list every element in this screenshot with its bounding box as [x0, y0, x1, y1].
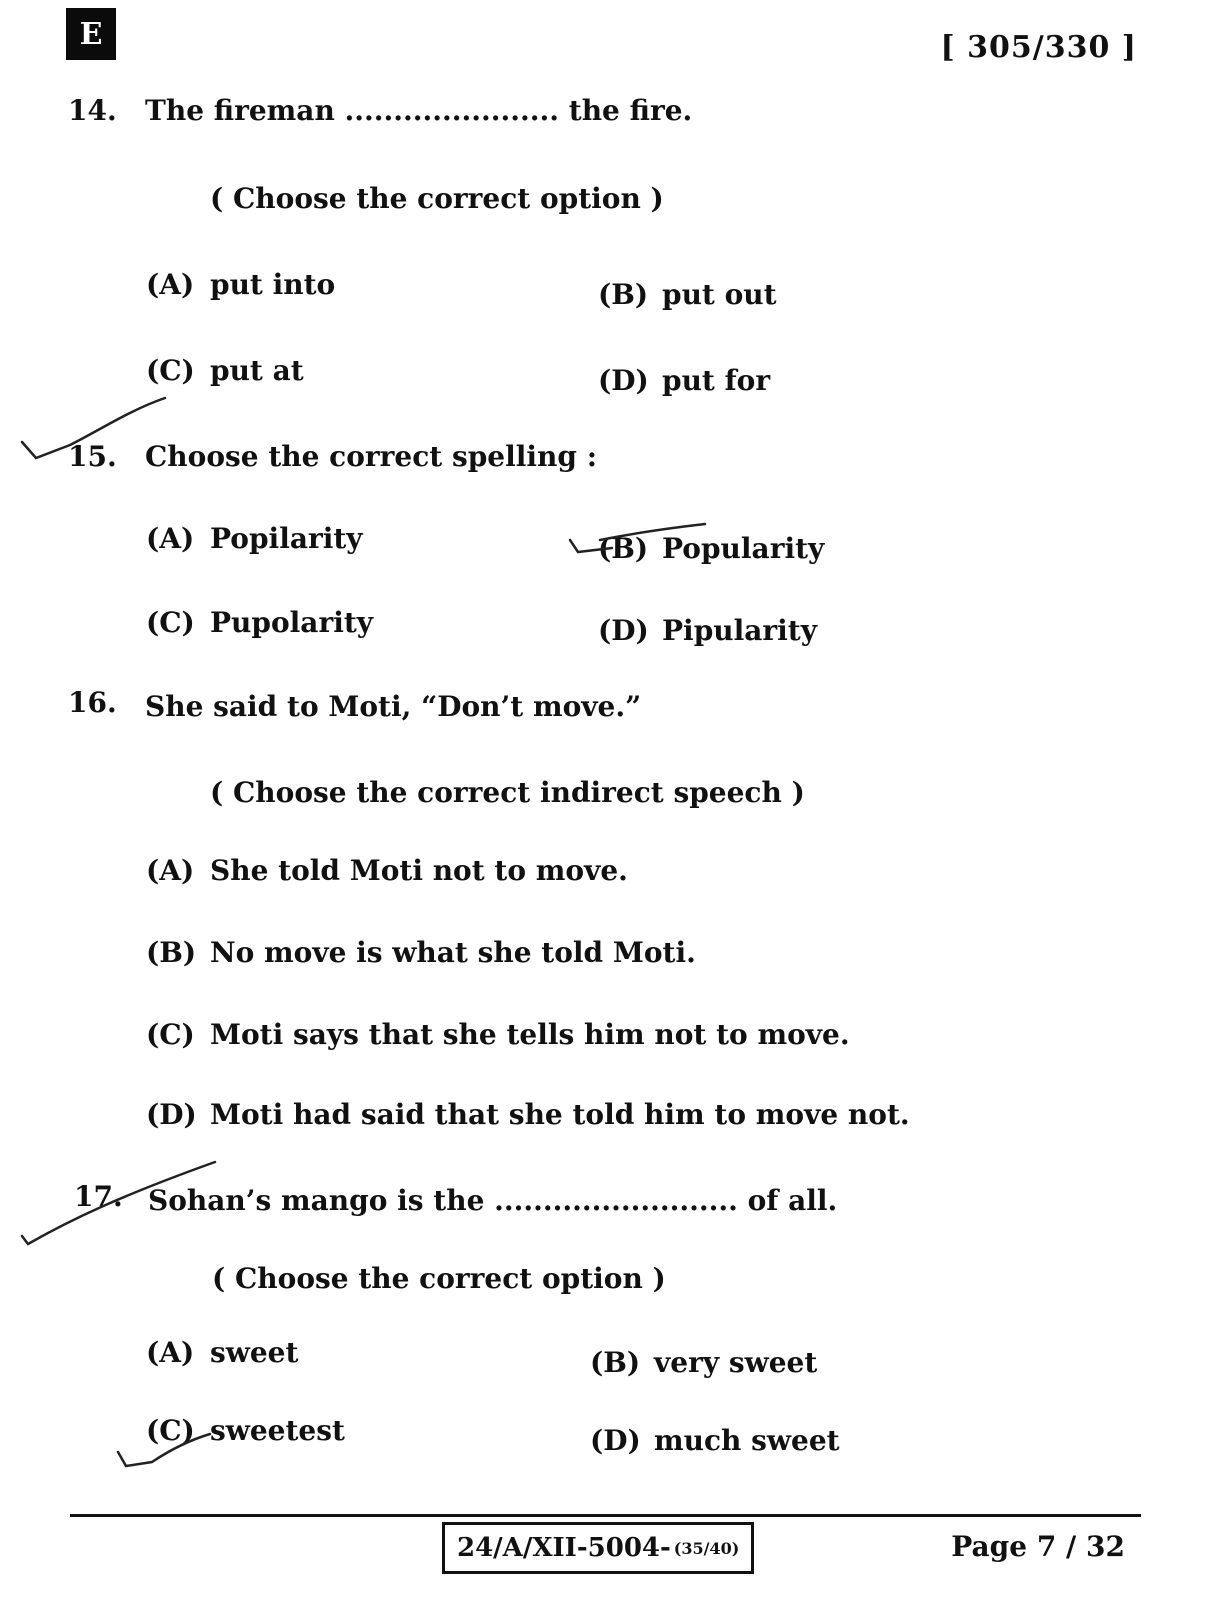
question-17-number: 17.: [74, 1180, 123, 1213]
question-16-option-d: [146, 1098, 910, 1131]
footer-rule: [70, 1514, 1141, 1517]
option-label: (B): [598, 278, 649, 311]
question-16-option-b: [146, 936, 696, 969]
booklet-code-sub: (35/40): [673, 1538, 740, 1558]
question-15-option-d: [598, 614, 817, 647]
option-label: (B): [146, 936, 197, 969]
option-text: sweet: [210, 1336, 299, 1369]
question-14-option-a: [146, 268, 335, 301]
question-15-option-a: [146, 522, 363, 555]
question-15-number: 15.: [68, 440, 117, 473]
set-badge: E: [66, 8, 116, 60]
option-text: put at: [210, 354, 304, 387]
option-text: Popularity: [662, 532, 825, 565]
question-16-option-a: [146, 854, 628, 887]
option-label: (C): [146, 606, 195, 639]
option-label: (C): [146, 1414, 195, 1447]
page-number: Page 7 / 32: [951, 1530, 1125, 1563]
option-text: She told Moti not to move.: [210, 854, 628, 887]
question-14-option-b: [598, 278, 777, 311]
option-text: very sweet: [654, 1346, 818, 1379]
option-label: (D): [590, 1424, 641, 1457]
question-17-option-d: [590, 1424, 840, 1457]
question-17-option-a: [146, 1336, 298, 1369]
question-14-text: The fireman ...................... the fire.: [145, 94, 693, 127]
option-label: (C): [146, 1018, 195, 1051]
option-label: (D): [146, 1098, 197, 1131]
option-text: much sweet: [654, 1424, 840, 1457]
paper-code: [ 305/330 ]: [940, 30, 1137, 65]
question-15-option-c: [146, 606, 373, 639]
option-text: Pipularity: [662, 614, 817, 647]
option-text: Moti says that she tells him not to move.: [210, 1018, 850, 1051]
question-17-instruction: ( Choose the correct option ): [212, 1262, 666, 1295]
question-14-option-d: [598, 364, 770, 397]
question-15-option-b: [598, 532, 824, 565]
option-text: put for: [662, 364, 771, 397]
option-label: (A): [146, 1336, 195, 1369]
option-label: (A): [146, 854, 195, 887]
option-text: No move is what she told Moti.: [210, 936, 696, 969]
option-text: put out: [662, 278, 777, 311]
booklet-code-main: 24/A/XII-5004-: [457, 1533, 671, 1563]
question-14-option-c: [146, 354, 304, 387]
question-14-instruction: ( Choose the correct option ): [210, 182, 664, 215]
option-text: Popilarity: [210, 522, 363, 555]
option-label: (D): [598, 364, 649, 397]
option-label: (B): [598, 532, 649, 565]
question-16-instruction: ( Choose the correct indirect speech ): [210, 776, 805, 809]
option-label: (C): [146, 354, 195, 387]
question-15-text: Choose the correct spelling :: [145, 440, 598, 473]
option-label: (D): [598, 614, 649, 647]
question-16-option-c: [146, 1018, 850, 1051]
option-text: Pupolarity: [210, 606, 374, 639]
question-17-option-c: [146, 1414, 345, 1447]
question-17-option-b: [590, 1346, 817, 1379]
option-text: put into: [210, 268, 336, 301]
question-17-text: Sohan’s mango is the ......................... of all.: [148, 1184, 838, 1217]
option-label: (B): [590, 1346, 641, 1379]
option-label: (A): [146, 522, 195, 555]
question-16-number: 16.: [68, 686, 117, 719]
question-16-text: She said to Moti, “Don’t move.”: [145, 690, 642, 723]
question-14-number: 14.: [68, 94, 117, 127]
option-label: (A): [146, 268, 195, 301]
option-text: Moti had said that she told him to move not.: [210, 1098, 910, 1131]
option-text: sweetest: [210, 1414, 345, 1447]
booklet-code: [442, 1522, 754, 1574]
